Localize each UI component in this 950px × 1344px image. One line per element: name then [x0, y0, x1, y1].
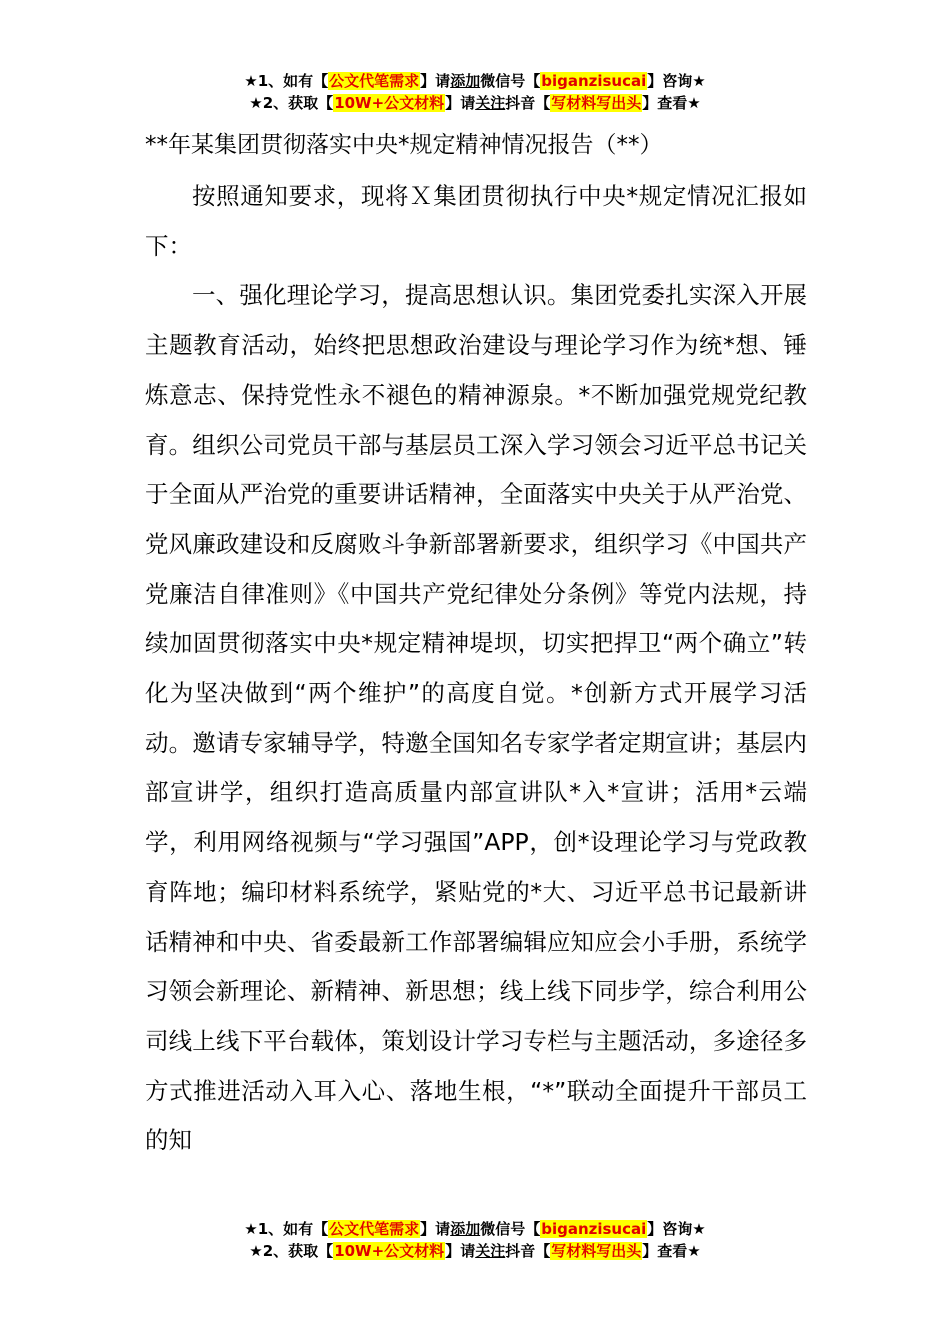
document-title: **年某集团贯彻落实中央*规定精神情况报告（**）: [145, 132, 663, 158]
highlight-wechat-id: biganzisucai: [541, 1220, 647, 1238]
highlight-service: 公文代笔需求: [329, 72, 420, 90]
highlight-materials: 10W+公文材料: [334, 94, 445, 112]
highlight-service: 公文代笔需求: [329, 1220, 420, 1238]
paragraph-intro: 按照通知要求，现将Ｘ集团贯彻执行中央*规定情况汇报如下：: [145, 182, 807, 260]
promo-line-2: ★2、获取【10W+公文材料】请关注抖音【写材料写出头】查看★: [249, 94, 701, 112]
promo-banner-bottom: [0, 1218, 950, 1262]
promo-line-1: ★1、如有【公文代笔需求】请添加微信号【biganzisucai】咨询★: [244, 72, 706, 90]
highlight-douyin-id: 写材料写出头: [551, 1242, 642, 1260]
highlight-materials: 10W+公文材料: [334, 1242, 445, 1260]
highlight-douyin-id: 写材料写出头: [551, 94, 642, 112]
highlight-wechat-id: biganzisucai: [541, 72, 647, 90]
paragraph-section-1: 一、强化理论学习，提高思想认识。集团党委扎实深入开展主题教育活动，始终把思想政治建设与理论学习作为统*想、锤炼意志、保持党性永不褪色的精神源泉。*不断加强党规党纪教育。组织公司党员干部与基层员工深入学习领会习近平总书记关于全面从严治党的重要讲话精神，全面落实中央关于从严治党、党风廉政建设和反腐败斗争新部署新要求，组织学习《中国共产党廉洁自律准则》《中国共产党纪律处分条例》等党内法规，持续加固贯彻落实中央*规定精神堤坝，切实把捍卫“两个确立”转化为坚决做到“两个维护”的高度自觉。*创新方式开展学习活动。邀请专家辅导学，特邀全国知名专家学者定期宣讲；基层内部宣讲学，组织打造高质量内部宣讲队*入*宣讲；活用*云端学，利用网络视频与“学习强国”APP，创*设理论学习与党政教育阵地；编印材料系统学，紧贴党的*大、习近平总书记最新讲话精神和中央、省委最新工作部署编辑应知应会小手册，系统学习领会新理论、新精神、新思想；线上线下同步学，综合利用公司线上线下平台载体，策划设计学习专栏与主题活动，多途径多方式推进活动入耳入心、落地生根，“*”联动全面提升干部员工的知: [145, 281, 807, 1155]
document-body: [145, 172, 807, 1166]
promo-banner-top: [0, 70, 950, 114]
promo-line-1: ★1、如有【公文代笔需求】请添加微信号【biganzisucai】咨询★: [244, 1220, 706, 1238]
promo-line-2: ★2、获取【10W+公文材料】请关注抖音【写材料写出头】查看★: [249, 1242, 701, 1260]
